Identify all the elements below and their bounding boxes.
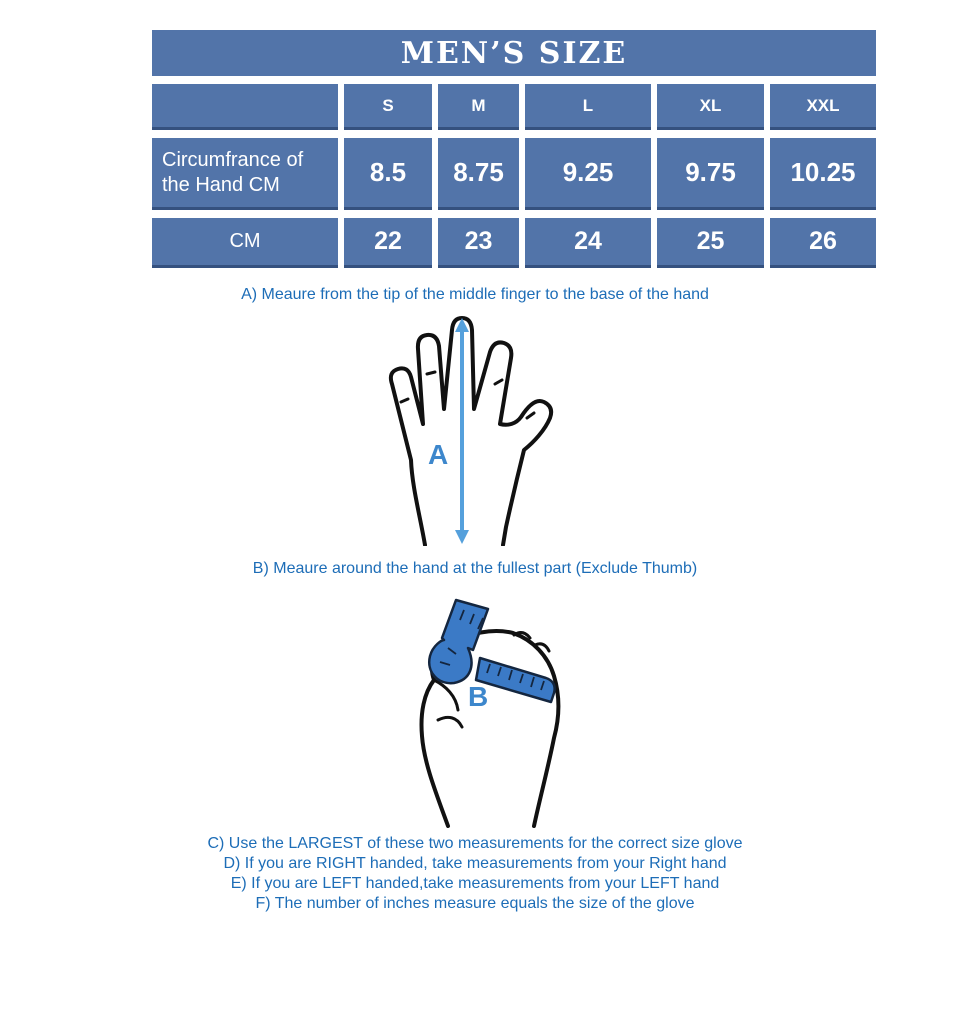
mens-size-table	[152, 30, 876, 268]
circumference-value-xxl: 10.25	[770, 138, 876, 210]
cm-value-xl: 25	[657, 218, 764, 268]
figure-a-label: A	[428, 439, 449, 470]
circumference-value-xl: 9.75	[657, 138, 764, 210]
circumference-row	[152, 138, 876, 210]
cm-row	[152, 218, 876, 268]
instruction-d: D) If you are RIGHT handed, take measurements from your Right hand	[223, 855, 727, 872]
size-header-row	[152, 84, 876, 130]
cm-value-s: 22	[344, 218, 432, 268]
cm-value-m: 23	[438, 218, 519, 268]
size-header-m: M	[438, 84, 519, 130]
figure-measure-length	[378, 314, 558, 551]
figure-measure-circumference	[398, 588, 568, 833]
table-title: MEN’S SIZE	[152, 30, 876, 76]
size-header-l: L	[525, 84, 651, 130]
size-header-xl: XL	[657, 84, 764, 130]
open-hand-icon	[378, 314, 558, 546]
cm-row-label: CM	[152, 218, 338, 268]
circumference-value-l: 9.25	[525, 138, 651, 210]
cm-value-xxl: 26	[770, 218, 876, 268]
size-header-s: S	[344, 84, 432, 130]
corner-cell	[152, 84, 338, 130]
size-header-xxl: XXL	[770, 84, 876, 130]
fist-icon	[398, 588, 568, 828]
instruction-c: C) Use the LARGEST of these two measurements for the correct size glove	[207, 835, 743, 852]
instruction-f: F) The number of inches measure equals the size of the glove	[255, 895, 695, 912]
circumference-value-s: 8.5	[344, 138, 432, 210]
circumference-row-label: Circumfrance of the Hand CM	[152, 138, 338, 210]
instruction-a: A) Meaure from the tip of the middle finger to the base of the hand	[241, 286, 709, 303]
circumference-value-m: 8.75	[438, 138, 519, 210]
instruction-list	[113, 834, 837, 914]
instruction-b: B) Meaure around the hand at the fullest part (Exclude Thumb)	[252, 560, 698, 577]
cm-value-l: 24	[525, 218, 651, 268]
figure-b-label: B	[468, 681, 489, 712]
instruction-e: E) If you are LEFT handed,take measurements from your LEFT hand	[230, 875, 720, 892]
